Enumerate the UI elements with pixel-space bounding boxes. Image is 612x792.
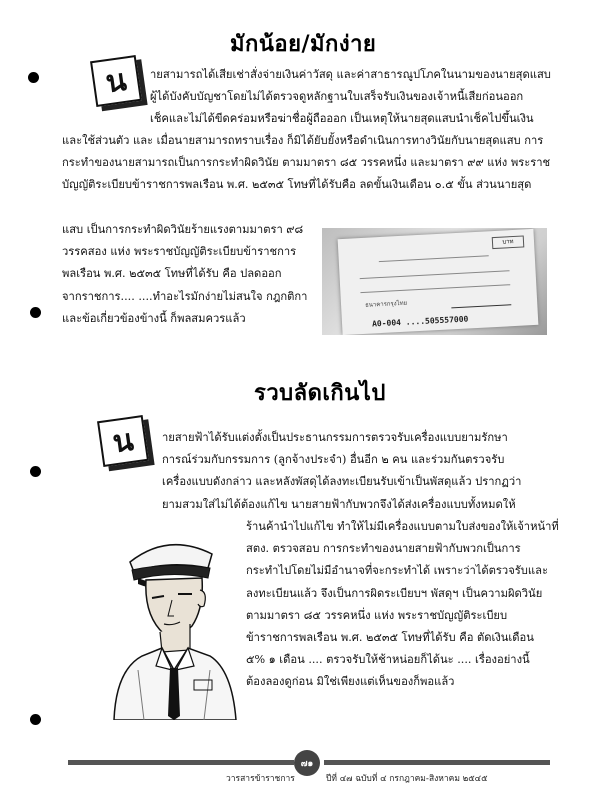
section2-body-top: [162, 427, 572, 516]
text-line: ายสายฟ้าได้รับแต่งตั้งเป็นประธานกรรมการตรวจรับเครื่องแบบยามรักษา: [162, 431, 508, 444]
cheque-amount-box: บาท: [492, 235, 525, 249]
footer-issue-info: ปีที่ ๔๗ ฉบับที่ ๔ กรกฎาคม-สิงหาคม ๒๕๔๕: [326, 774, 488, 784]
text-line: และข้อเกี่ยวข้องข้างนี้ ก็พลสมควรแล้ว: [62, 311, 246, 325]
officer-illustration: [108, 520, 238, 720]
text-line: ยามสวมใส่ไม่ได้ต้องแก้ไข นายสายฟ้ากับพวกจึงได้ส่งเครื่องแบบทั้งหมดให้: [162, 497, 516, 511]
section2-body-bottom: [246, 516, 572, 694]
text-line: ผู้ได้บังคับบัญชาโดยไม่ได้ตรวจดูหลักฐานใบเสร็จรับเงินของเจ้าหนี้เสียก่อนออก: [150, 90, 524, 104]
cheque-paper: [338, 229, 539, 335]
text-line: วรรคสอง แห่ง พระราชบัญญัติระเบียบข้าราชการ: [62, 245, 297, 259]
cheque-line: [360, 270, 510, 279]
text-line: สตง. ตรวจสอบ การกระทำของนายสายฟ้ากับพวกเป็นการ: [246, 542, 521, 556]
text-line: เช็คและไม่ได้ขีดคร่อมหรือฆ่าชื่อผู้ถือออก เป็นเหตุให้นายสุดแสบนำเช็คไปขึ้นเงิน: [150, 112, 534, 126]
cheque-signature: [451, 290, 512, 308]
binder-hole: [30, 714, 41, 725]
page-number: ๗๑: [294, 750, 320, 776]
text-line: ายสามารถได้เสียเช่าสั่งจ่ายเงินค่าวัสดุ และค่าสาธารณูปโภคในนามของนายสุดแสบ: [150, 68, 551, 81]
text-line: การณ์ร่วมกับกรรมการ (ลูกจ้างประจำ) อื่นอีก ๒ คน และร่วมกันตรวจรับ: [162, 453, 505, 467]
text-line: ต้องลองดูก่อน มิใช่เพียงแต่เห็นของก็พอแล้ว: [246, 675, 455, 689]
text-line: ข้าราชการพลเรือน พ.ศ. ๒๕๓๕ โทษที่ได้รับ คือ ตัดเงินเดือน: [246, 631, 534, 645]
cheque-serial: A0-004 ....505557000: [371, 314, 469, 329]
drop-cap: น: [90, 55, 142, 107]
binder-hole: [28, 72, 39, 83]
section1-body-wide: [150, 64, 570, 131]
section-title: รวบลัดเกินไป: [254, 381, 386, 406]
section1-body-narrow: [62, 219, 312, 330]
binder-hole: [30, 307, 41, 318]
footer-bar: [324, 760, 550, 765]
text-line: บัญญัติระเบียบข้าราชการพลเรือน พ.ศ. ๒๕๓๕ โทษที่ได้รับคือ ลดขั้นเงินเดือน ๐.๕ ขั้น ส่วนนายสุด: [62, 178, 532, 192]
text-line: พลเรือน พ.ศ. ๒๕๓๕ โทษที่ได้รับ คือ ปลดออก: [62, 267, 282, 281]
footer-journal-name: วารสารข้าราชการ: [226, 774, 295, 784]
text-line: ลงทะเบียนแล้ว จึงเป็นการผิดระเบียบฯ พัสดุฯ เป็นความผิดวินัย: [246, 586, 543, 600]
section-title: มักน้อย/มักง่าย: [230, 32, 377, 57]
cheque-memo: ธนาคารกรุงไทย: [364, 299, 408, 309]
text-line: เครื่องแบบดังกล่าว และหลังพัสดุได้ลงทะเบียนรับเข้าเป็นพัสดุแล้ว ปรากฏว่า: [162, 475, 522, 489]
section1-body-full: [62, 130, 572, 197]
text-line: และใช้ส่วนตัว และ เมื่อนายสามารถทราบเรื่อง ก็มิได้ยับยั้งหรือดำเนินการทางวินัยกับนายสุดแสบ การ: [62, 134, 544, 147]
footer-bar: [68, 760, 294, 765]
drop-cap: น: [97, 415, 149, 467]
text-line: กระทำไปโดยไม่มีอำนาจที่จะกระทำได้ เพราะว่าได้ตรวจรับและ: [246, 564, 548, 578]
cheque-photo: [322, 228, 547, 335]
text-line: จากราชการ.... ....ทำอะไรมักง่ายไม่สนใจ กฎกติกา: [62, 289, 308, 303]
text-line: ตามมาตรา ๘๕ วรรคหนึ่ง แห่ง พระราชบัญญัติระเบียบ: [246, 608, 508, 622]
cheque-line: [379, 255, 489, 262]
text-line: ร้านค้านำไปแก้ไข ทำให้ไม่มีเครื่องแบบตามใบส่งของให้เจ้าหน้าที่: [246, 520, 559, 533]
text-line: กระทำของนายสามารถเป็นการกระทำผิดวินัย ตามมาตรา ๘๕ วรรคหนึ่ง และมาตรา ๙๙ แห่ง พระราช: [62, 156, 551, 170]
text-line: แสบ เป็นการกระทำผิดวินัยร้ายแรงตามมาตรา ๙๘: [62, 223, 304, 236]
text-line: ๕% ๑ เดือน .... ตรวจรับให้ช้าหน่อยก็ได้นะ .... เรื่องอย่างนี้: [246, 653, 530, 667]
binder-hole: [30, 466, 41, 477]
